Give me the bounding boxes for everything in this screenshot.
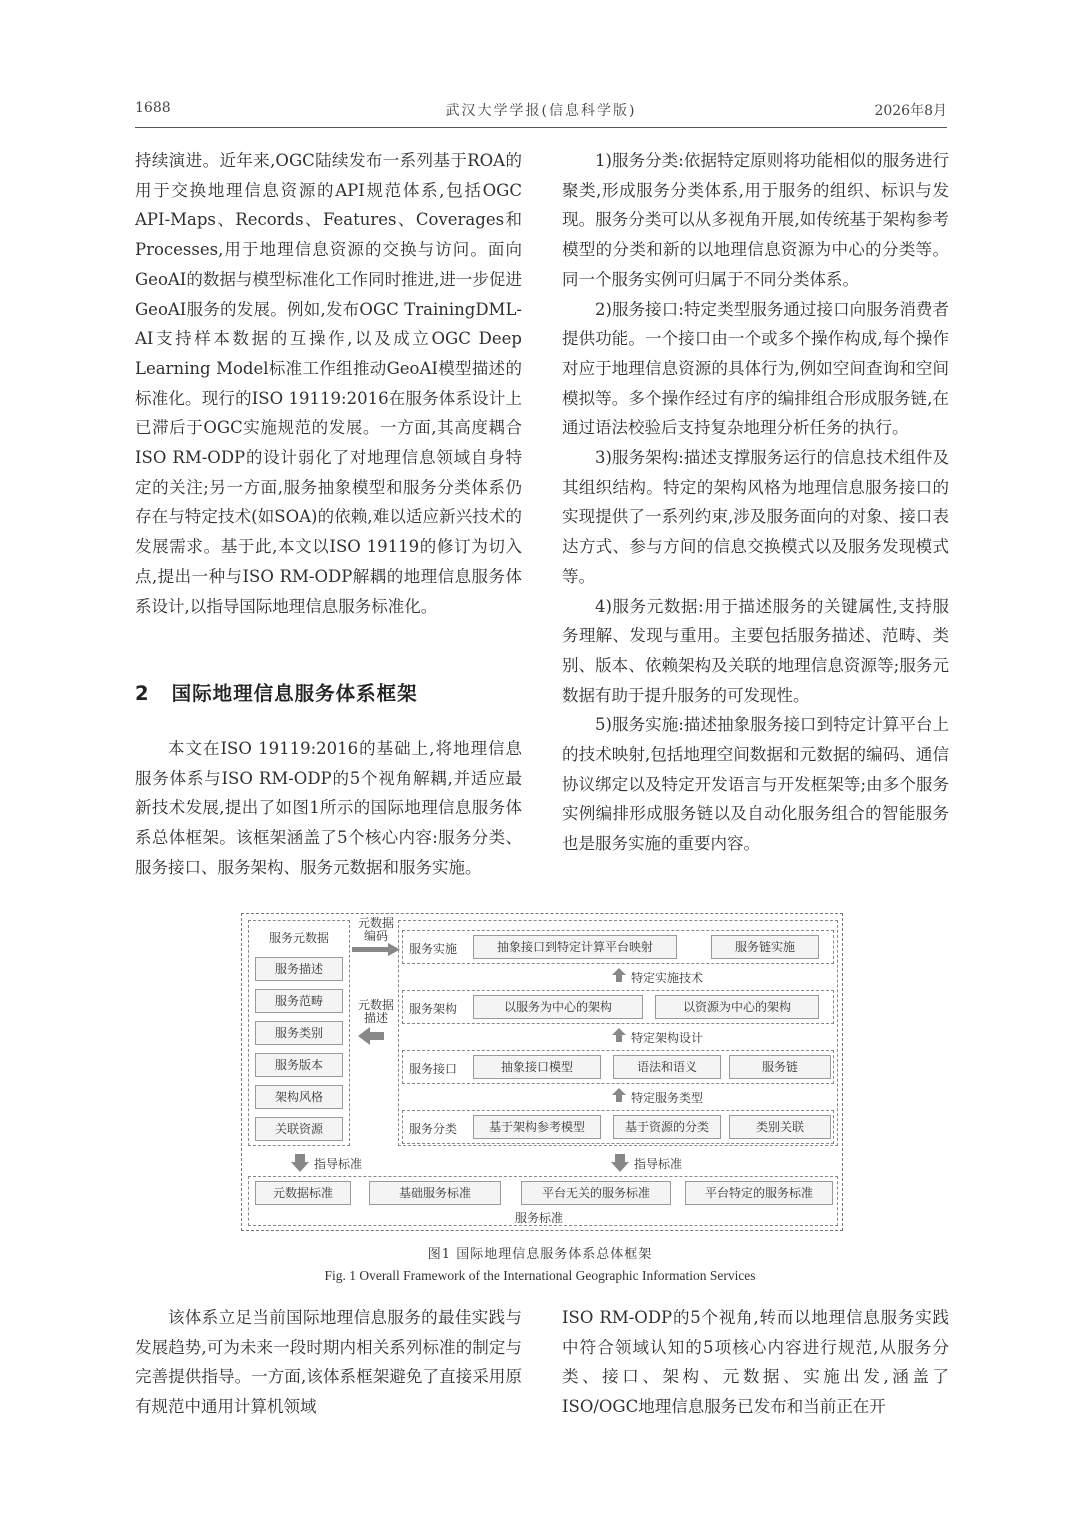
right-column-bottom	[562, 1303, 949, 1422]
between-label: 特定实施技术	[631, 971, 704, 985]
metadata-item: 服务描述	[255, 957, 343, 981]
running-header	[135, 96, 947, 128]
metadata-item: 服务范畴	[255, 989, 343, 1013]
left-column-bottom	[135, 1303, 522, 1422]
down-arrow-icon	[610, 1153, 630, 1173]
up-arrow-icon	[611, 1087, 627, 1103]
left-column-top	[135, 146, 522, 621]
layer-cell: 抽象接口模型	[473, 1055, 601, 1079]
paragraph: 1)服务分类:依据特定原则将功能相似的服务进行聚类,形成服务分类体系,用于服务的组织、标识与发现。服务分类可以从多视角开展,如传统基于架构参考模型的分类和新的以地理信息资源为中心的分类等。同一个服务实例可归属于不同分类体系。	[562, 151, 949, 289]
metadata-item: 服务类别	[255, 1021, 343, 1045]
left-arrow-icon	[356, 1026, 386, 1046]
paragraph: 本文在ISO 19119:2016的基础上,将地理信息服务体系与ISO RM-ODP的5个视角解耦,并适应最新技术发展,提出了如图1所示的国际地理信息服务体系总体框架。该框架涵盖了5个核心内容:服务分类、服务接口、服务架构、服务元数据和服务实施。	[135, 739, 522, 877]
layer-cell: 抽象接口到特定计算平台映射	[473, 935, 677, 959]
down-arrow-icon	[290, 1153, 310, 1173]
figure-caption-en: Fig. 1 Overall Framework of the International Geographic Information Services	[324, 1268, 756, 1283]
layer-cell: 类别关联	[729, 1115, 831, 1139]
between-label: 特定架构设计	[631, 1031, 704, 1045]
left-column-section	[135, 734, 522, 883]
metadata-panel	[248, 920, 350, 1146]
guide-label: 指导标准	[634, 1157, 683, 1171]
guide-label: 指导标准	[314, 1157, 363, 1171]
layer-implementation	[402, 930, 834, 964]
layer-label: 服务实施	[409, 942, 458, 956]
standard-cell: 基础服务标准	[369, 1181, 501, 1205]
between-label: 特定服务类型	[631, 1091, 704, 1105]
encode-label: 元数据 编码	[357, 916, 394, 943]
layer-classification	[402, 1110, 834, 1144]
layer-label: 服务架构	[409, 1002, 458, 1016]
issue-date: 2026年8月	[874, 103, 947, 119]
layer-cell: 基于资源的分类	[613, 1115, 721, 1139]
standard-cell: 元数据标准	[255, 1181, 351, 1205]
metadata-item: 架构风格	[255, 1085, 343, 1109]
right-column-top	[562, 146, 949, 859]
metadata-title: 服务元数据	[268, 931, 329, 945]
up-arrow-icon	[611, 1027, 627, 1043]
layer-cell: 以服务为中心的架构	[473, 995, 643, 1019]
layer-label: 服务分类	[409, 1122, 458, 1136]
framework-figure	[241, 913, 843, 1231]
paragraph: 3)服务架构:描述支撑服务运行的信息技术组件及其组织结构。特定的架构风格为地理信息服务接口的实现提供了一系列约束,涉及服务面向的对象、接口表达方式、参与方间的信息交换模式以及服务发现模式等。	[562, 448, 949, 586]
paragraph: 持续演进。近年来,OGC陆续发布一系列基于ROA的用于交换地理信息资源的API规范体系,包括OGC API-Maps、Records、Features、Coverages和Processes,用于地理信息资源的交换与访问。面向GeoAI的数据与模型标准化工作同时推进,进一步促进GeoAI服务的发展。例如,发布OGC TrainingDML-AI支持样本数据的互操作,以及成立OGC Deep Learning Model标准工作组推动GeoAI模型描述的标准化。现行的ISO 19119:2016在服务体系设计上已滞后于OGC实施规范的发展。一方面,其高度耦合ISO RM-ODP的设计弱化了对地理信息领域自身特定的关注;另一方面,服务抽象模型和服务分类体系仍存在与特定技术(如SOA)的依赖,难以适应新兴技术的发展需求。基于此,本文以ISO 19119的修订为切入点,提出一种与ISO RM-ODP解耦的地理信息服务体系设计,以指导国际地理信息服务标准化。	[135, 151, 522, 616]
section-number: 2	[135, 682, 150, 705]
up-arrow-icon	[611, 967, 627, 983]
metadata-item: 关联资源	[255, 1117, 343, 1141]
paragraph: 4)服务元数据:用于描述服务的关键属性,支持服务理解、发现与重用。主要包括服务描述、范畴、类别、版本、依赖架构及关联的地理信息资源等;服务元数据有助于提升服务的可发现性。	[562, 596, 949, 705]
layer-cell: 服务链实施	[711, 935, 819, 959]
section-title: 国际地理信息服务体系框架	[171, 682, 418, 705]
standards-title: 服务标准	[515, 1211, 564, 1225]
standard-cell: 平台无关的服务标准	[521, 1181, 671, 1205]
paragraph: 2)服务接口:特定类型服务通过接口向服务消费者提供功能。一个接口由一个或多个操作构成,每个操作对应于地理信息资源的具体行为,例如空间查询和空间模拟等。多个操作经过有序的编排组合形成服务链,在通过语法校验后支持复杂地理分析任务的执行。	[562, 299, 949, 438]
paragraph: ISO RM-ODP的5个视角,转而以地理信息服务实践中符合领域认知的5项核心内容进行规范,从服务分类、接口、架构、元数据、实施出发,涵盖了ISO/OGC地理信息服务已发布和当前正在开	[562, 1308, 949, 1417]
layer-architecture	[402, 990, 834, 1024]
layer-label: 服务接口	[409, 1062, 458, 1076]
paragraph: 该体系立足当前国际地理信息服务的最佳实践与发展趋势,可为未来一段时期内相关系列标准的制定与完善提供指导。一方面,该体系框架避免了直接采用原有规范中通用计算机领域	[135, 1308, 522, 1417]
layer-cell: 基于架构参考模型	[473, 1115, 601, 1139]
layer-cell: 服务链	[729, 1055, 831, 1079]
section-heading	[135, 678, 418, 706]
journal-title: 武汉大学学报(信息科学版)	[445, 103, 637, 119]
metadata-item: 服务版本	[255, 1053, 343, 1077]
layer-cell: 语法和语义	[613, 1055, 721, 1079]
right-arrow-icon	[350, 942, 402, 958]
layer-interface	[402, 1050, 834, 1084]
figure-caption-cn: 图1 国际地理信息服务体系总体框架	[427, 1247, 653, 1262]
standard-cell: 平台特定的服务标准	[685, 1181, 833, 1205]
layer-cell: 以资源为中心的架构	[655, 995, 819, 1019]
describe-label: 元数据 描述	[357, 998, 394, 1025]
page-number: 1688	[135, 100, 171, 116]
paragraph: 5)服务实施:描述抽象服务接口到特定计算平台上的技术映射,包括地理空间数据和元数据的编码、通信协议绑定以及特定开发语言与开发框架等;由多个服务实例编排形成服务链以及自动化服务组合的智能服务也是服务实施的重要内容。	[562, 715, 949, 854]
standards-panel	[248, 1176, 838, 1226]
